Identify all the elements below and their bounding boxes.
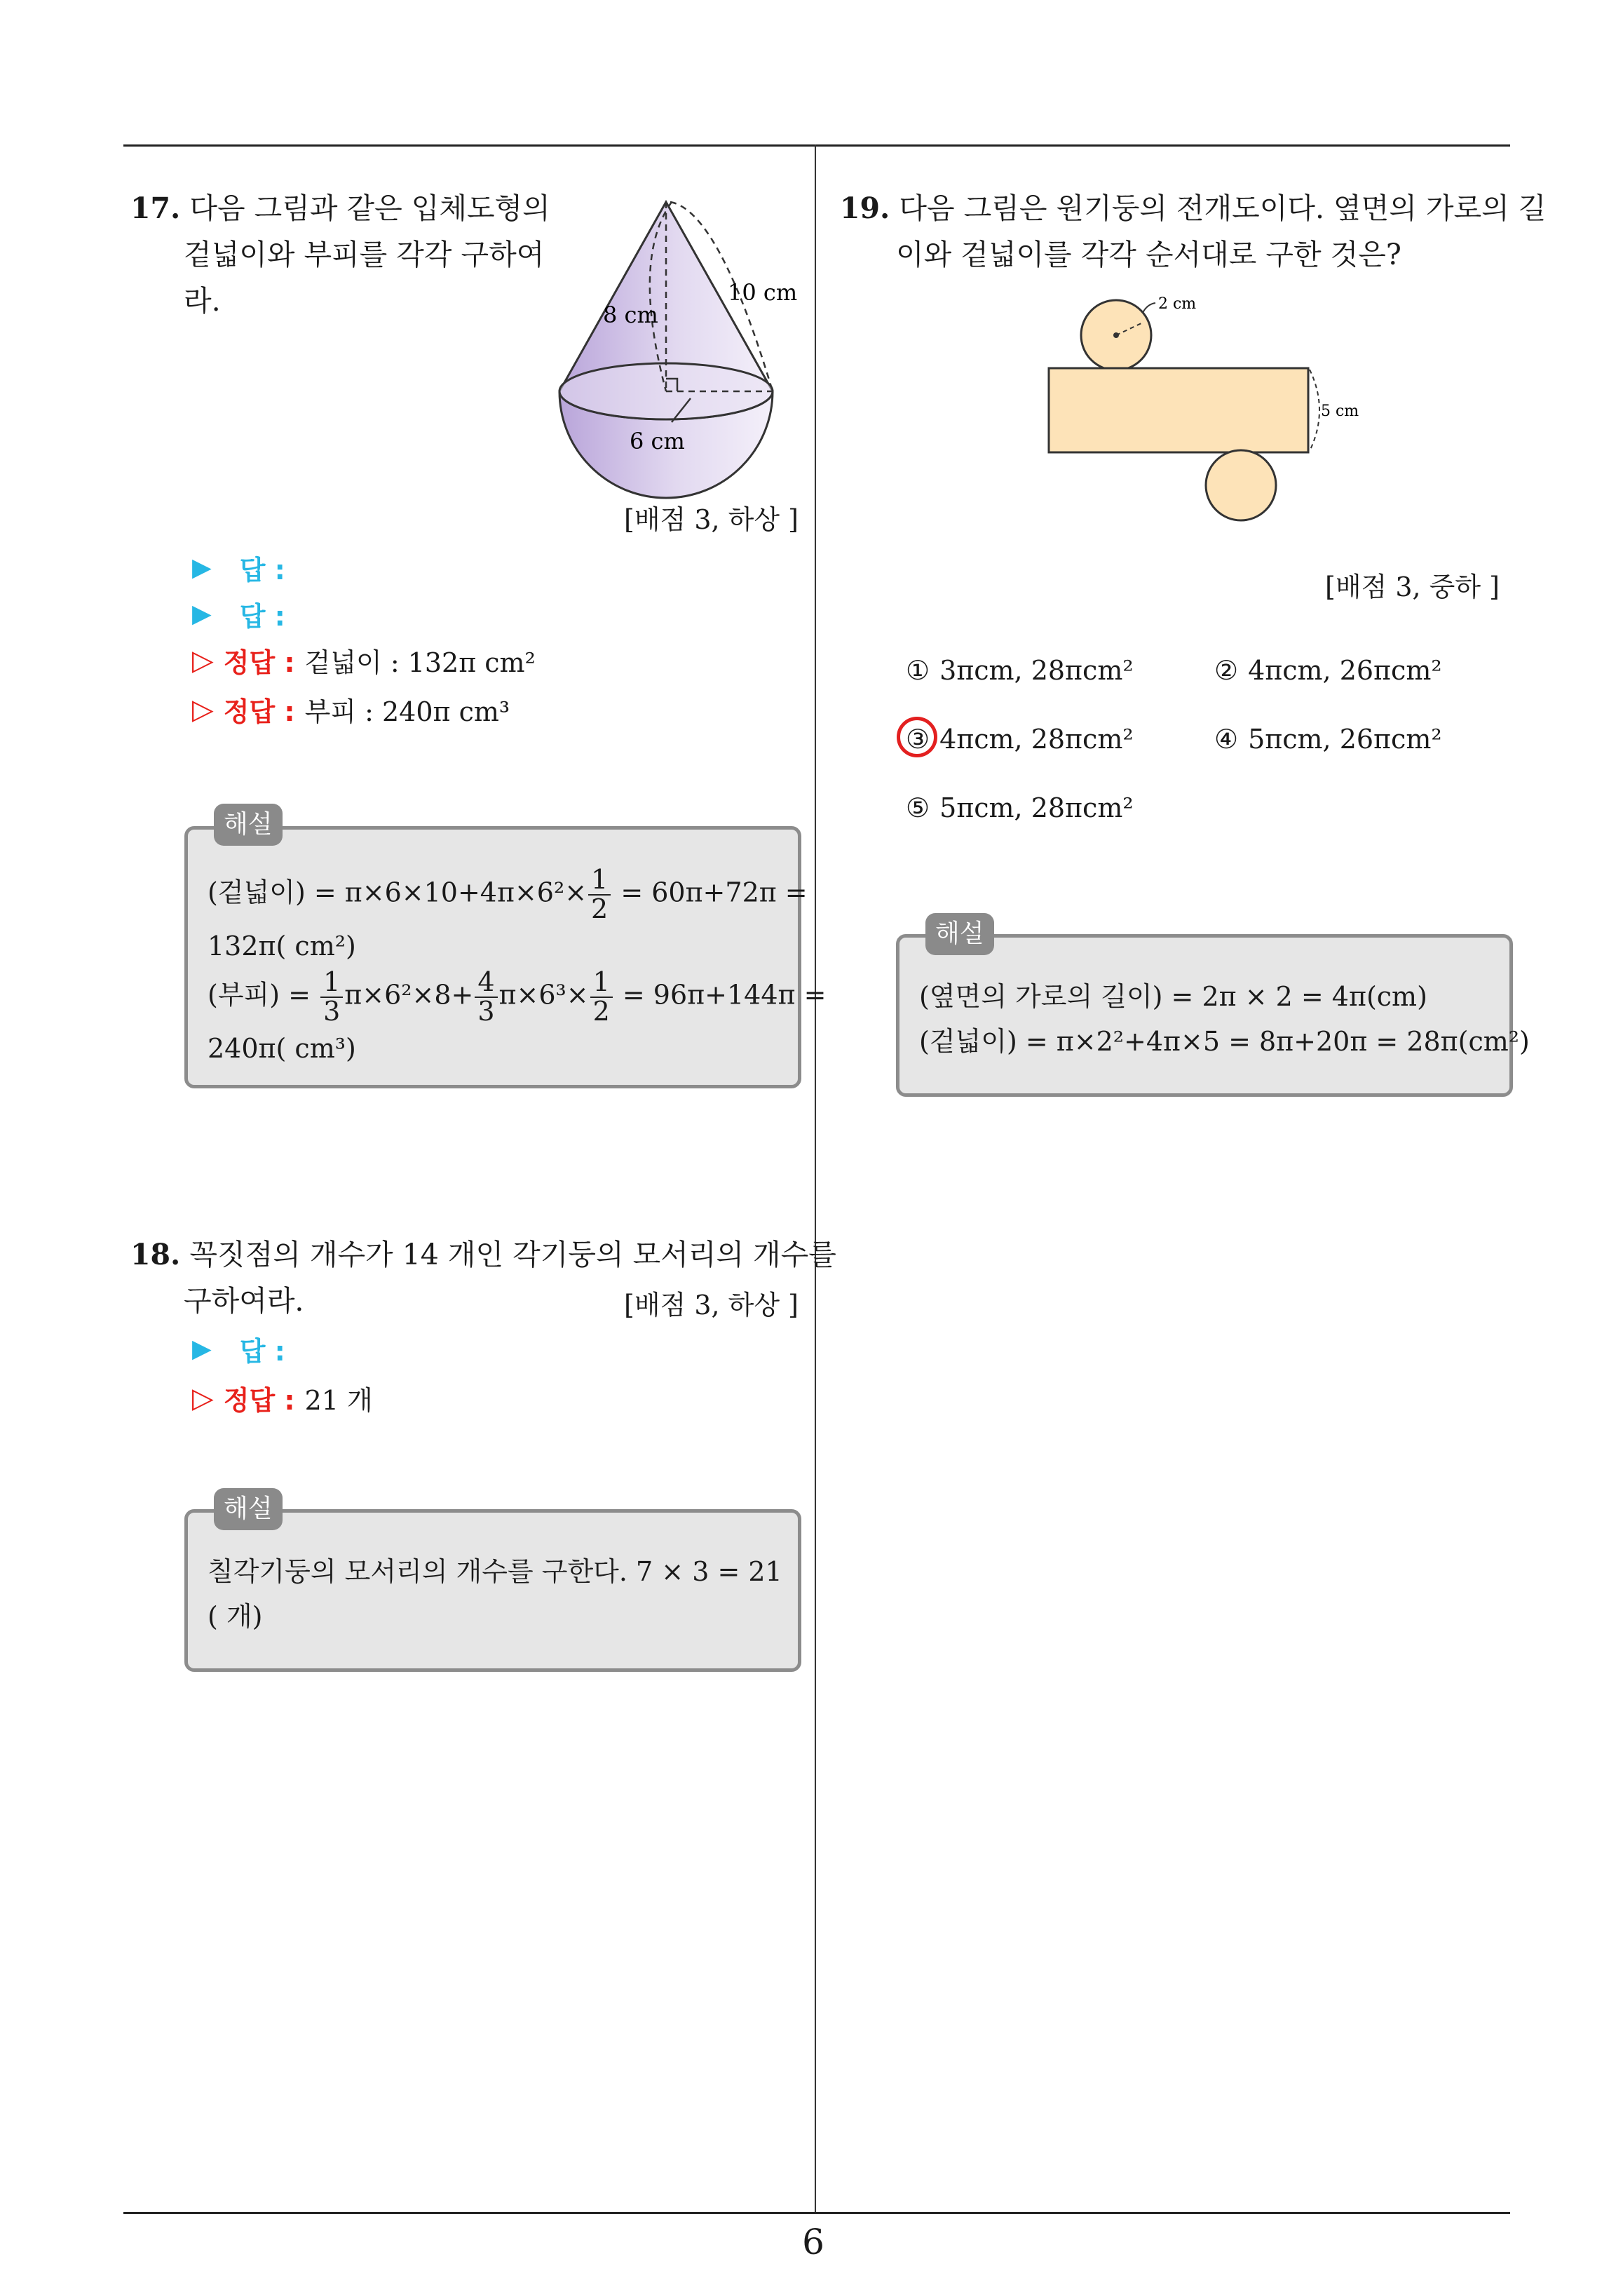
correct-answer-row: [192, 690, 510, 729]
radius-label: 6 cm: [630, 428, 685, 454]
play-icon: ▶: [192, 600, 212, 628]
correct-label: 정답 :: [223, 647, 295, 678]
radius-label: 2 cm: [1158, 295, 1197, 313]
explanation-box: [184, 1509, 801, 1672]
selected-answer-circle: [897, 717, 937, 757]
correct-label: 정답 :: [223, 696, 295, 727]
explanation-box: [896, 934, 1530, 1097]
slant-label: 10 cm: [728, 279, 798, 306]
question-text-line: 이와 겉넓이를 각각 순서대로 구한 것은?: [896, 238, 1401, 271]
column-divider: [815, 144, 816, 2212]
explanation-text: 칠각기둥의 모서리의 개수를 구한다. 7 × 3 = 21: [208, 1556, 782, 1587]
question-text-line: 다음 그림과 같은 입체도형의: [189, 191, 550, 225]
score-label: [배점 3, 하상 ]: [624, 504, 799, 535]
height-label: 5 cm: [1321, 403, 1359, 420]
play-icon: ▶: [192, 1335, 212, 1363]
choice-text: 4πcm, 26πcm²: [1248, 655, 1442, 686]
explanation-tag: 해설: [925, 913, 994, 955]
choice-text: 4πcm, 28πcm²: [939, 724, 1134, 755]
correct-answer-row: [192, 641, 536, 680]
question-text-line: 라.: [184, 284, 221, 318]
choice-5[interactable]: [906, 792, 1134, 823]
explanation-text: ( 개): [208, 1601, 263, 1632]
explanation-tag: 해설: [214, 804, 283, 846]
correct-answer: 겉넓이 : 132π cm²: [304, 647, 536, 678]
fraction: $\frac{1}{2}$: [590, 968, 613, 1026]
fraction: $\frac{4}{3}$: [475, 968, 497, 1026]
outline-triangle-icon: ▷: [192, 693, 214, 726]
choice-text: 3πcm, 28πcm²: [939, 655, 1134, 686]
choice-number: ②: [1214, 655, 1239, 686]
question-number: 19.: [840, 191, 890, 225]
question-number: 18.: [130, 1238, 181, 1271]
choice-number: ⑤: [906, 792, 930, 823]
correct-answer-row: [192, 1379, 373, 1417]
question-text-line: 구하여라.: [184, 1284, 304, 1318]
choice-number: ③: [906, 724, 930, 755]
question-text-line: 다음 그림은 원기둥의 전개도이다. 옆면의 가로의 길: [899, 191, 1547, 225]
answer-label: 답 :: [239, 1336, 285, 1367]
header-rule: [123, 144, 1510, 147]
cylinder-net-figure: [1038, 288, 1388, 526]
correct-label: 정답 :: [223, 1385, 295, 1416]
answer-row: [192, 595, 285, 633]
explanation-text: (옆면의 가로의 길이) = 2π × 2 = 4π(cm): [919, 981, 1427, 1012]
question-19: [840, 185, 1547, 278]
explanation-box: [184, 826, 827, 1088]
answer-row: [192, 1330, 285, 1368]
height-dimension: [1310, 370, 1319, 451]
explanation-text: 132π( cm²): [208, 930, 356, 961]
choice-number: ④: [1214, 724, 1239, 755]
choice-4[interactable]: [1214, 724, 1442, 755]
question-text-line: 꼭짓점의 개수가 14 개인 각기둥의 모서리의 개수를: [189, 1238, 836, 1271]
explanation-text: (부피) =: [208, 979, 320, 1011]
choice-text: 5πcm, 26πcm²: [1248, 724, 1442, 755]
explanation-text: π×6³×: [498, 979, 589, 1011]
score-label: [배점 3, 중하 ]: [1325, 572, 1500, 602]
outline-triangle-icon: ▷: [192, 1382, 214, 1414]
choice-1[interactable]: [906, 655, 1134, 686]
bottom-circle: [1206, 450, 1276, 520]
correct-answer: 21 개: [304, 1385, 373, 1416]
question-number: 17.: [130, 191, 181, 225]
choice-2[interactable]: [1214, 655, 1442, 686]
explanation-text: = 60π+72π =: [612, 877, 808, 908]
play-icon: ▶: [192, 553, 212, 582]
answer-row: [192, 548, 285, 587]
score-label: [배점 3, 하상 ]: [624, 1290, 799, 1321]
cone-hemisphere-figure: [547, 189, 806, 512]
outline-triangle-icon: ▷: [192, 644, 214, 677]
explanation-text: π×6²×8+: [344, 979, 474, 1011]
height-label: 8 cm: [603, 302, 658, 328]
lateral-rectangle: [1049, 368, 1308, 452]
correct-answer: 부피 : 240π cm³: [304, 696, 510, 727]
explanation-text: 240π( cm³): [208, 1032, 356, 1064]
choice-3[interactable]: [906, 724, 1134, 755]
answer-label: 답 :: [239, 601, 285, 632]
choice-text: 5πcm, 28πcm²: [939, 792, 1134, 823]
explanation-tag: 해설: [214, 1488, 283, 1530]
question-17: [130, 185, 551, 324]
question-text-line: 겉넓이와 부피를 각각 구하여: [184, 238, 545, 271]
choice-number: ①: [906, 655, 930, 686]
explanation-text: = 96π+144π =: [613, 979, 827, 1011]
fraction: $\frac{1}{2}$: [588, 866, 611, 924]
leader-line: [1143, 303, 1155, 313]
answer-label: 답 :: [239, 555, 285, 586]
explanation-text: (겉넓이) = π×6×10+4π×6²×: [208, 877, 588, 908]
footer-rule: [123, 2212, 1510, 2214]
explanation-text: (겉넓이) = π×2²+4π×5 = 8π+20π = 28π(cm²): [919, 1026, 1530, 1057]
page-number: 6: [802, 2222, 824, 2262]
fraction: $\frac{1}{3}$: [320, 968, 343, 1026]
